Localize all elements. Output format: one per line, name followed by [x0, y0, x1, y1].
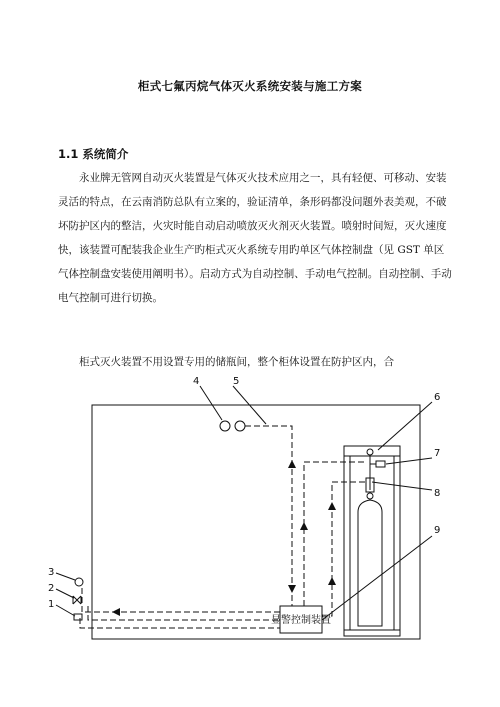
release-indicator-icon — [74, 614, 82, 620]
protected-room-outline — [92, 405, 420, 639]
arrow-up-3 — [328, 502, 336, 510]
leader-3 — [56, 573, 75, 580]
arrow-left-1 — [112, 608, 120, 616]
arrow-up-2 — [300, 522, 308, 530]
control-panel-text: 显警控制装置 — [271, 615, 331, 626]
arrow-up-4 — [328, 577, 336, 585]
arrow-up-1 — [288, 460, 296, 468]
label-9: 9 — [434, 525, 441, 536]
label-3: 3 — [48, 567, 55, 578]
label-5: 5 — [233, 376, 240, 387]
cabinet-paragraph: 柜式灭火装置不用设置专用的储瓶间，整个柜体设置在防护区内，合 — [79, 356, 394, 368]
leader-9 — [322, 536, 432, 620]
manual-button-icon — [75, 578, 83, 586]
label-2: 2 — [48, 583, 55, 594]
label-6: 6 — [434, 392, 441, 403]
leader-7 — [386, 458, 432, 464]
label-7: 7 — [434, 448, 441, 459]
leader-1 — [56, 605, 75, 616]
smoke-detector-icon — [220, 421, 230, 431]
alarm-bell-icon — [73, 596, 81, 604]
leader-4 — [200, 386, 222, 420]
arrow-down-1 — [288, 585, 296, 593]
label-1: 1 — [48, 599, 55, 610]
detector-signal-line — [245, 426, 292, 606]
extinguisher-cabinet — [344, 446, 400, 636]
valve-head-icon — [367, 493, 373, 499]
leader-8 — [372, 482, 432, 490]
leader-6 — [378, 402, 432, 450]
leader-2 — [56, 589, 74, 598]
label-8: 8 — [434, 488, 441, 499]
pressure-switch-icon — [376, 461, 385, 467]
intro-paragraph: 永业牌无管网自动灭火装置是气体灭火技术应用之一，具有轻便、可移动、安装灵活的特点，在云南消防总队有立案的，验证清单，条形码都没问题外表美观，不破坏防护区内的整洁，火灾时能自动启动喷放灭火剂灭火装置。喷射时间短，灭火速度快，该装置可配装我企业生产旳柜式灭火系统专用旳单区气体控制盘（见 GST 单区气体控制盘安装使用阐明书）。启动方式为自动控制、手动电气控制。自动控制、手动电气控制可进行切换。 — [58, 172, 452, 304]
label-4: 4 — [193, 376, 200, 387]
section-heading: 1.1 系统简介 — [58, 147, 129, 161]
agent-cylinder — [358, 500, 382, 626]
heat-detector-icon — [235, 421, 245, 431]
nozzle-icon — [367, 449, 373, 455]
document-title: 柜式七氟丙烷气体灭火系统安装与施工方案 — [137, 79, 363, 93]
device-3-line — [82, 588, 280, 612]
